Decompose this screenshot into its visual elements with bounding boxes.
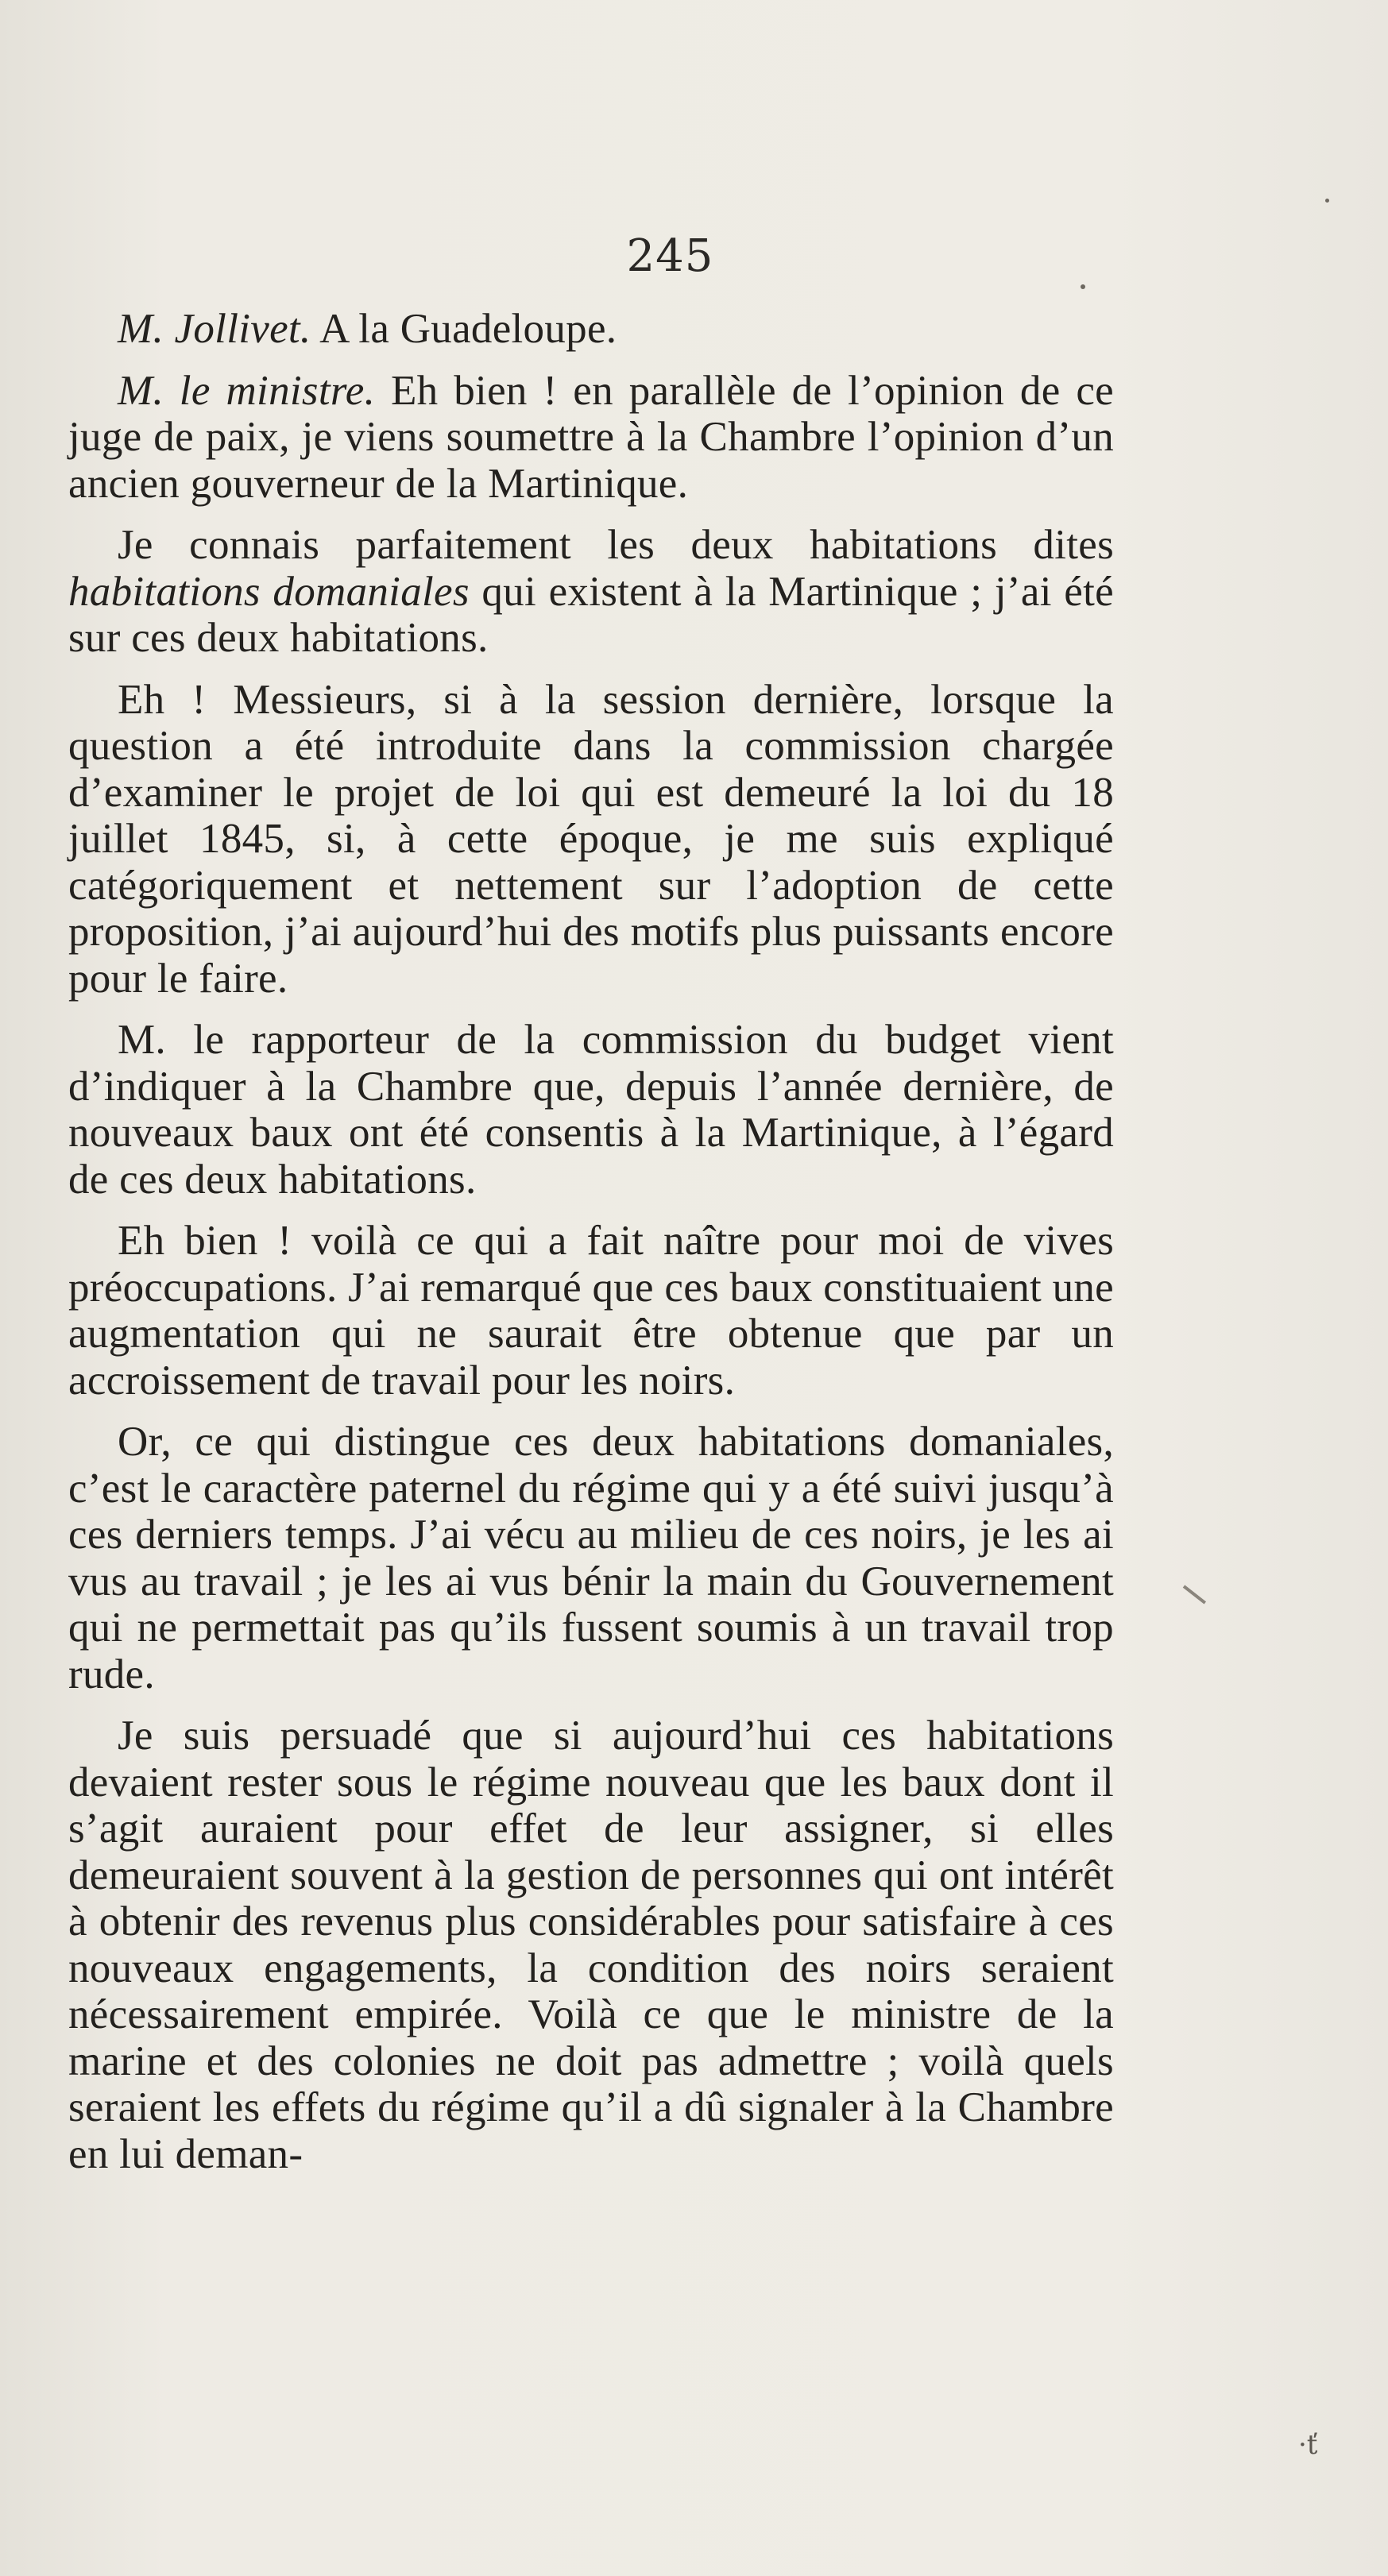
paragraph-text: M. le rapporteur de la commission du budget vient d’indiquer à la Chambre que, depuis l’année dernière, de nouveaux baux ont été consentis à la Martinique, à l’égard de ces deux habitations. — [68, 1017, 1114, 1203]
corner-mark: ·ť — [1298, 2429, 1318, 2461]
paragraph-text: A la Guadeloupe. — [311, 306, 617, 352]
paragraph-4 — [68, 677, 1114, 1002]
paragraph-text: Eh bien ! voilà ce qui a fait naître pour moi de vives préoccupations. J’ai remarqué que ces baux constituaient une augmentation qui ne saurait être obtenue que par un accroissement de travail pour les noirs. — [68, 1218, 1115, 1404]
paragraph-text: Or, ce qui distingue ces deux habitations domaniales, c’est le caractère paternel du régime qui y a été suivi jusqu’à ces derniers temps. J’ai vécu au milieu de ces noirs, je les ai vus au travail ; je les ai vus bénir la main du Gouvernement qui ne permettait pas qu’ils fussent soumis à un travail trop rude. — [68, 1419, 1114, 1697]
paragraph-text: Je suis persuadé que si aujourd’hui ces habitations devaient rester sous le régime nouveau que les baux dont il s’agit auraient pour effet de leur assigner, si elles demeuraient souvent à la gestion de personnes qui ont intérêt à obtenir des revenus plus considérables pour satisfaire à ces nouveaux engagements, la condition des noirs seraient nécessairement empirée. Voilà ce que le ministre de la marine et des colonies ne doit pas admettre ; voilà quels seraient les effets du régime qu’il a dû signaler à la Chambre en lui deman- — [68, 1713, 1114, 2177]
body-text — [68, 306, 1114, 2192]
paragraph-text: qui existent à la Martinique ; j’ai été sur ces deux habitations. — [68, 568, 1114, 661]
paragraph-text: Eh ! Messieurs, si à la session dernière, lorsque la question a été introduite dans la commission chargée d’examiner le projet de loi qui est demeuré la loi du 18 juillet 1845, si, à cette époque, je me suis expliqué catégoriquement et nettement sur l’adoption de cette proposition, j’ai aujourd’hui des motifs plus puissants encore pour le faire. — [68, 676, 1114, 1002]
italic-term: habitations domaniales — [68, 568, 470, 615]
page-number: 245 — [626, 230, 714, 282]
paragraph-8 — [68, 1713, 1114, 2177]
paragraph-6 — [68, 1218, 1114, 1404]
paragraph-text: Eh bien ! en parallèle de l’opinion de ce juge de paix, je viens soumettre à la Chambre l’opinion d’un ancien gouverneur de la Martinique. — [68, 367, 1114, 507]
paragraph-text: Je connais parfaitement les deux habitations dites — [118, 522, 1114, 568]
margin-mark — [1183, 1585, 1206, 1604]
paragraph-1 — [68, 306, 1114, 353]
ink-speck — [1325, 199, 1329, 203]
paragraph-7 — [68, 1419, 1114, 1697]
paragraph-3 — [68, 522, 1114, 662]
speaker-name: M. le ministre. — [118, 367, 376, 414]
paragraph-2 — [68, 368, 1114, 508]
paragraph-5 — [68, 1017, 1114, 1203]
speaker-name: M. Jollivet. — [118, 306, 311, 352]
ink-speck — [1081, 284, 1085, 289]
